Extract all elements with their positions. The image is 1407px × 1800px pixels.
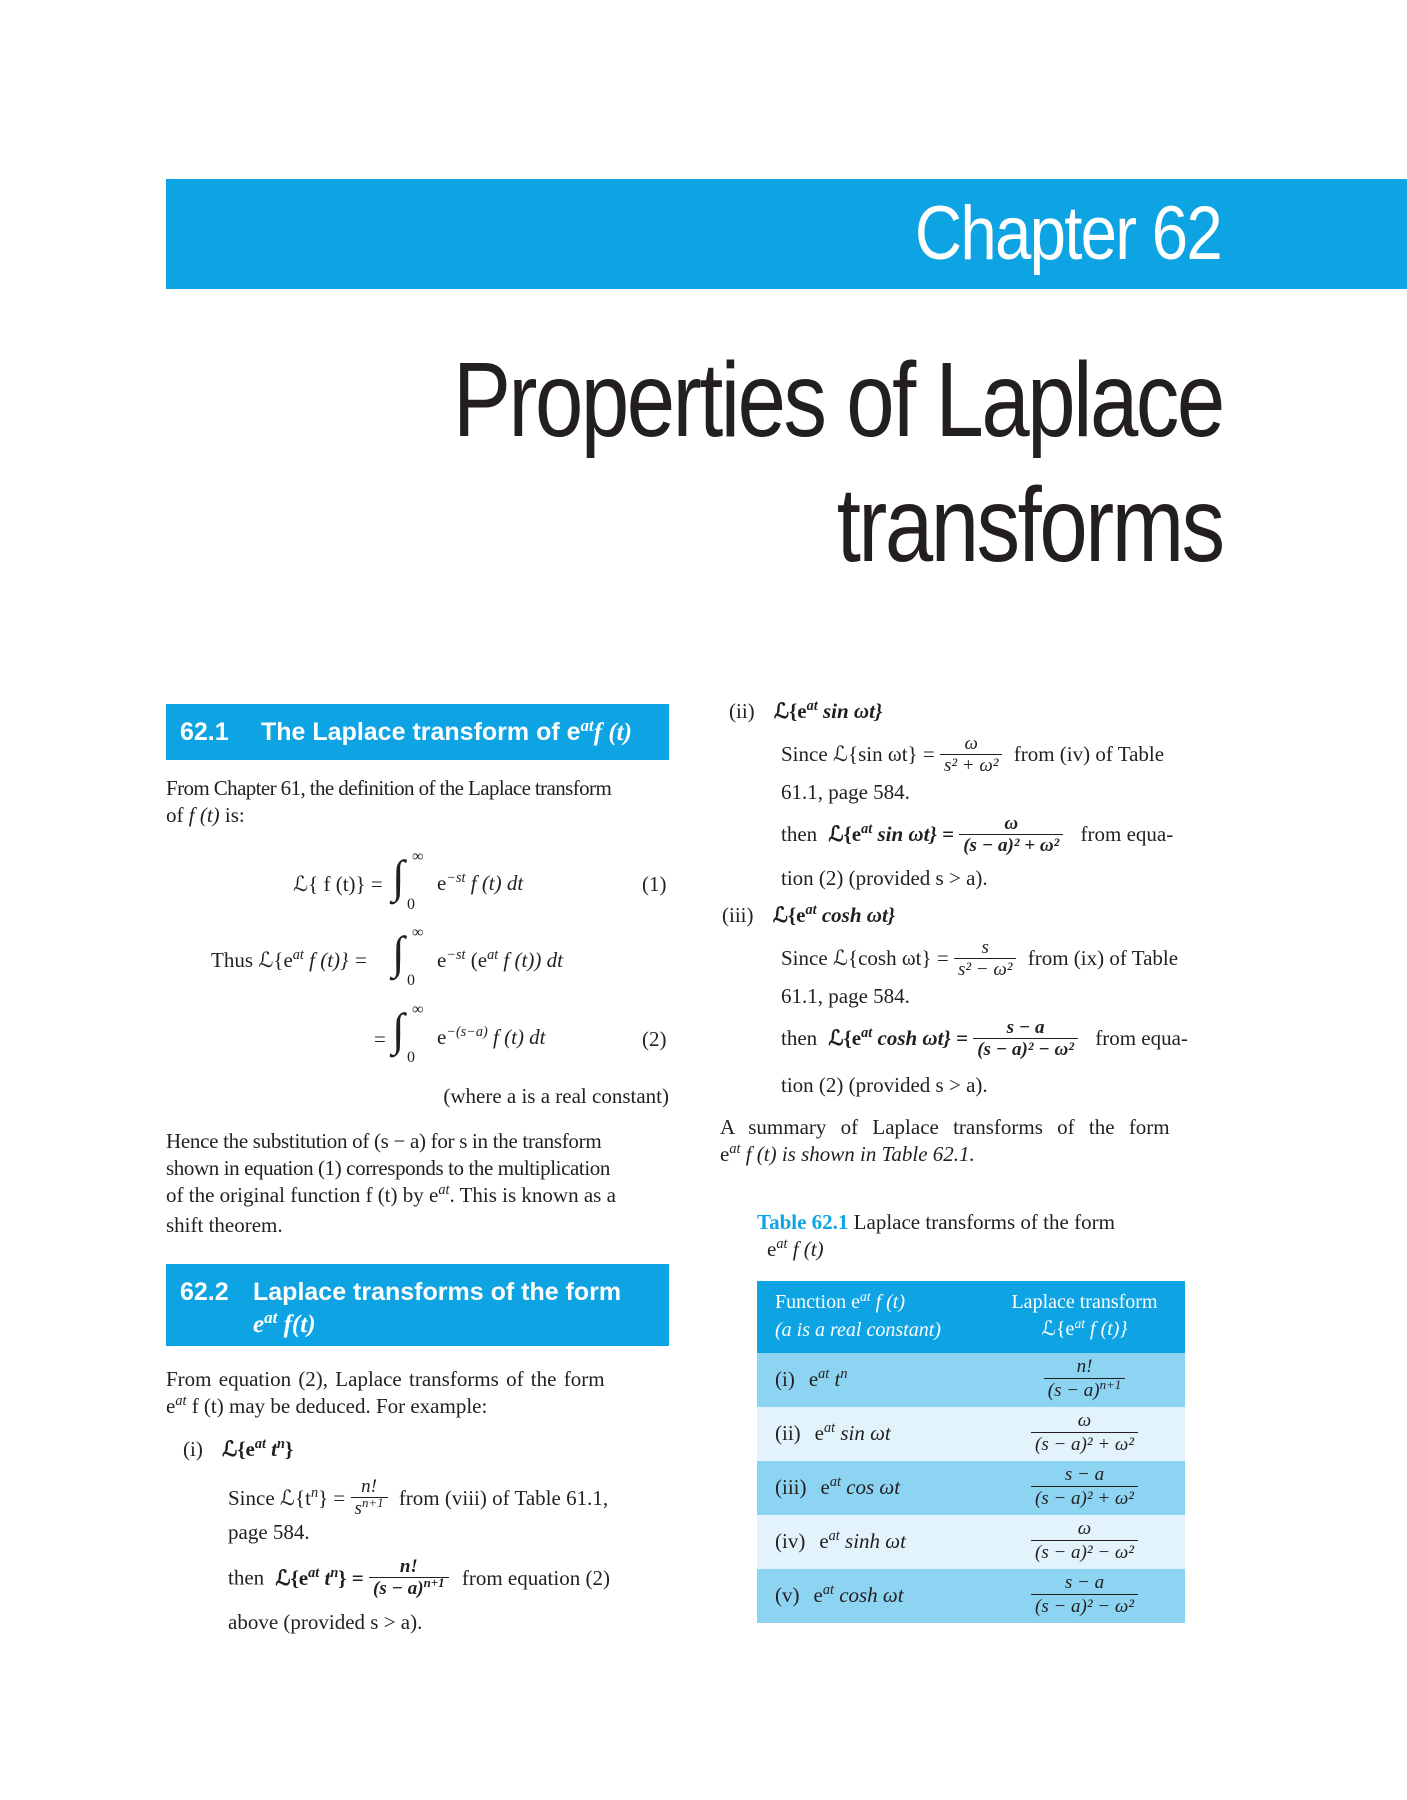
item-ii-fraction: $\frac{\omega}{\text{s² + ω²}}$ [940,733,1003,776]
chapter-label: Chapter 62 [914,191,1221,276]
item-iii-since: Since ℒ{cosh ωt} = $\frac{s}{\text{s² − ω²}}$ from (ix) of Table [781,937,1179,980]
table-cell-function: (v) $e^{at}$ cosh ωt [775,1582,904,1607]
table-cell-function: (iii) $e^{at}$ cos ωt [775,1474,901,1499]
where-note: (where a is a real constant) [443,1084,669,1108]
table-caption: Table 62.1 Laplace transforms of the form $e^{at}$ f (t) [757,1210,1115,1261]
item-iii-then-fraction: $\frac{s - a}{\text{(s − a)² − ω²}}$ [973,1017,1078,1060]
item-i-then-fraction: $\frac{n!}{(s - a)^{n+1}}$ [369,1556,449,1600]
table-header-function: Function $e^{at}$ f (t) (a is a real constant) [775,1288,941,1341]
equation-1-number: (1) [642,872,667,896]
table-row [757,1461,1185,1515]
section-62-2-intro: From equation (2), Laplace transforms of the form $e^{at}$ f (t) may be deduced. For example: [166,1367,605,1418]
equation-2a-lhs: Thus $ℒ\{e^{at}$ f (t)} = [211,947,368,972]
eq1-integral: ∫ ∞ 0 $e^{-st}$ f (t) dt [392,848,524,913]
table-header-transform: Laplace transform $ℒ\{e^{at}$ f (t)} [1011,1291,1158,1340]
table-row [757,1353,1185,1407]
table-cell-function: (i) $e^{at}$ $t^n$ [775,1366,848,1391]
eq1-lhs: ℒ{ f (t)} = [293,872,383,896]
section-number: 62.2 [180,1278,229,1306]
table-header-row [757,1281,1185,1353]
item-i-above: above (provided s > a). [228,1610,423,1634]
item-iii-heading: (iii) $ℒ\{e^{at}$ cosh ωt} [722,902,896,927]
item-ii-then: then $ℒ\{e^{at}$ sin ωt} = $\frac{\omega}{\text{(s − a)² + ω²}}$ from equa- [781,813,1174,856]
section-62-1-heading [166,704,669,760]
chapter-title-line2: transforms [837,466,1223,584]
equation-2b-lhs: = [374,1027,386,1051]
item-ii-since: Since ℒ{sin ωt} = $\frac{\omega}{\text{s² + ω²}}$ from (iv) of Table [781,733,1165,776]
item-ii-tion: tion (2) (provided s > a). [781,866,988,890]
laplace-transform-table [757,1281,1185,1623]
item-iii-then: then $ℒ\{e^{at}$ cosh ωt} = $\frac{s - a}{\text{(s − a)² − ω²}}$ from equa- [781,1017,1188,1060]
table-row [757,1407,1185,1461]
table-cell-function: (ii) $e^{at}$ sin ωt [775,1420,891,1445]
item-iii-page: 61.1, page 584. [781,984,910,1008]
eq2b-integral: ∫ ∞ 0 $e^{-(s-a)}$ f (t) dt [392,1001,546,1066]
item-i-fraction: $\frac{n!}{s^{n+1}}$ [351,1476,388,1520]
item-i-heading: (i) $ℒ\{e^{at}$ $t^n$} [183,1436,294,1461]
table-cell-transform: $\frac{s - a}{\text{(s − a)² − ω²}}$ [1002,1571,1167,1619]
table-cell-transform: $\frac{s - a}{\text{(s − a)² + ω²}}$ [1002,1463,1167,1511]
table-cell-function: (iv) $e^{at}$ sinh ωt [775,1528,906,1553]
section-62-1-intro: From Chapter 61, the definition of the Laplace transform of f (t) is: [166,776,612,827]
section-title-line2: $e^{at}$ f(t) [253,1307,316,1338]
section-number: 62.1 [180,718,229,746]
item-iii-tion: tion (2) (provided s > a). [781,1073,988,1097]
table-body [757,1353,1185,1623]
summary-paragraph: A summary of Laplace transforms of the form $e^{at}$ f (t) is shown in Table 62.1. [720,1115,1170,1166]
table-row [757,1569,1185,1623]
item-i-since: Since $ℒ\{t^n\}$ = $\frac{n!}{s^{n+1}}$ from (viii) of Table 61.1, [228,1476,609,1519]
hence-paragraph: Hence the substitution of (s − a) for s in the transform shown in equation (1) corresponds to the multiplication of the original function f (t) by $e^{at}$. This is known as a shift theorem. [166,1129,616,1237]
item-iii-fraction: $\frac{s}{\text{s² − ω²}}$ [954,937,1017,980]
item-ii-heading: (ii) $ℒ\{e^{at}$ sin ωt} [729,698,883,723]
table-cell-transform: $\frac{n!}{(s - a)^{n+1}}$ [1002,1355,1167,1403]
section-title: Laplace transforms of the form [253,1278,622,1306]
table-cell-transform: $\frac{\omega}{\text{(s − a)² − ω²}}$ [1002,1517,1167,1565]
table-caption-label: Table 62.1 [757,1210,849,1234]
item-ii-then-fraction: $\frac{\omega}{\text{(s − a)² + ω²}}$ [959,813,1063,856]
item-i-then: then $ℒ\{e^{at}$ $t^n$} = $\frac{n!}{(s - a)^{n+1}}$ from equation (2) [228,1556,610,1599]
chapter-title-line1: Properties of Laplace [453,341,1223,459]
table-row [757,1515,1185,1569]
item-ii-page: 61.1, page 584. [781,780,910,804]
section-62-2-heading [166,1264,669,1346]
item-i-page: page 584. [228,1520,310,1544]
equation-2-number: (2) [642,1027,667,1051]
table-cell-transform: $\frac{\omega}{\text{(s − a)² + ω²}}$ [1002,1409,1167,1457]
eq2a-integral: ∫ ∞ 0 $e^{-st}$ ($e^{at}$ f (t)) dt [392,924,563,989]
section-title: The Laplace transform of $e^{at}f$ (t) [261,715,632,746]
